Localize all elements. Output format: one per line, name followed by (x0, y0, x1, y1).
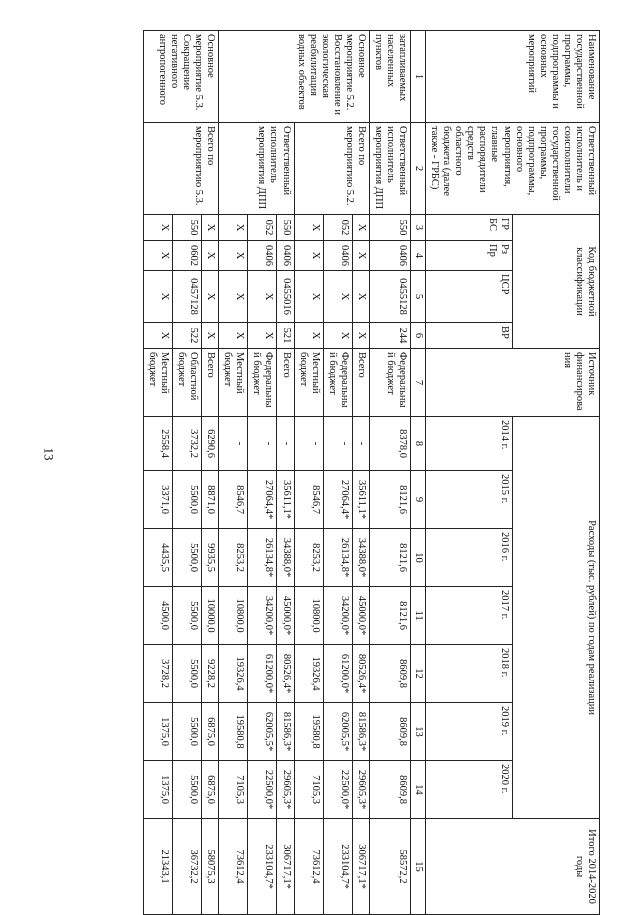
vr-cell: X (219, 323, 248, 349)
vr-cell: X (294, 323, 323, 349)
year-value-cell: 8546,7 (294, 471, 323, 529)
column-number: 3 (411, 215, 426, 241)
source-cell: Местный бюджет (294, 349, 323, 417)
csr-cell: X (352, 271, 369, 323)
program-name-cell: Основное мероприятие 5.2. Восстановление и экологическая реабилитация водных объектов (219, 31, 370, 123)
total-cell: 21343,1 (143, 819, 172, 915)
csr-cell: 0455016 (277, 271, 294, 323)
header-code-group: Код бюджетной классификации (513, 215, 600, 349)
column-number: 9 (411, 471, 426, 529)
year-value-cell: 81586,3* (352, 703, 369, 761)
budget-table (143, 30, 600, 915)
vr-cell: X (352, 323, 369, 349)
header-year: 2016 г. (426, 529, 513, 587)
header-total: Итого 2014-2020 годы (426, 819, 600, 915)
responsible-cell: Ответственный исполнитель мероприятия ДПП (369, 123, 410, 215)
year-value-cell: 62005,5* (323, 703, 352, 761)
table-row (352, 31, 369, 915)
page-number: 13 (41, 447, 57, 461)
rzpr-cell: 0406 (323, 241, 352, 271)
year-value-cell: 8609,8 (369, 645, 410, 703)
header-responsible: Ответственный исполнитель и соисполнители государственной программы, подпрограммы, основного мероприятия, главные распорядители средств областного бюджета (далее также - ГРБС) (426, 123, 600, 215)
source-cell: Местный бюджет (143, 349, 172, 417)
year-value-cell: 61200,0* (248, 645, 277, 703)
csr-cell: 0457128 (173, 271, 202, 323)
column-number: 12 (411, 645, 426, 703)
vr-cell: 521 (277, 323, 294, 349)
total-cell: 233104,7* (323, 819, 352, 915)
total-cell: 58572,2 (369, 819, 410, 915)
year-value-cell: - (294, 417, 323, 471)
total-cell: 306717,1* (352, 819, 369, 915)
program-name-cell: затапливаемых населенных пунктов (369, 31, 410, 123)
header-row-1 (513, 31, 600, 915)
vr-cell: X (202, 323, 219, 349)
year-value-cell: 2558,4 (143, 417, 172, 471)
year-value-cell: 4435,5 (143, 529, 172, 587)
column-number: 13 (411, 703, 426, 761)
year-value-cell: 3728,2 (143, 645, 172, 703)
grbs-cell: X (143, 215, 172, 241)
year-value-cell: 8121,6 (369, 471, 410, 529)
year-value-cell: - (323, 417, 352, 471)
rzpr-cell: X (219, 241, 248, 271)
source-cell: Федеральный бюджет (323, 349, 352, 417)
year-value-cell: 6875,0 (202, 761, 219, 819)
year-value-cell: 1375,0 (143, 703, 172, 761)
year-value-cell: 8609,8 (369, 761, 410, 819)
header-year: 2020 г. (426, 761, 513, 819)
year-value-cell: 61200,0* (323, 645, 352, 703)
column-number: 8 (411, 417, 426, 471)
grbs-cell: 550 (277, 215, 294, 241)
year-value-cell: 35611,1* (277, 471, 294, 529)
year-value-cell: 34200,0* (323, 587, 352, 645)
rzpr-cell: 0406 (277, 241, 294, 271)
year-value-cell: 45000,0* (277, 587, 294, 645)
year-value-cell: 80526,4* (277, 645, 294, 703)
grbs-cell: 550 (173, 215, 202, 241)
year-value-cell: 26134,8* (248, 529, 277, 587)
year-value-cell: 19580,8 (219, 703, 248, 761)
year-value-cell: 6875,0 (202, 703, 219, 761)
total-cell: 36732,2 (173, 819, 202, 915)
grbs-cell: 052 (323, 215, 352, 241)
year-value-cell: 27064,4* (248, 471, 277, 529)
year-value-cell: 45000,0* (352, 587, 369, 645)
column-number: 11 (411, 587, 426, 645)
header-year: 2019 г. (426, 703, 513, 761)
year-value-cell: 10000,0 (202, 587, 219, 645)
year-value-cell: 3732,2 (173, 417, 202, 471)
grbs-cell: X (294, 215, 323, 241)
vr-cell: X (143, 323, 172, 349)
header-year: 2018 г. (426, 645, 513, 703)
rzpr-cell: 0406 (248, 241, 277, 271)
year-value-cell: 6290,6 (202, 417, 219, 471)
program-name-cell: Основное мероприятие 5.3. Сокращение негативного антропогенного (143, 31, 218, 123)
csr-cell: X (323, 271, 352, 323)
year-value-cell: 9228,2 (202, 645, 219, 703)
column-number: 1 (411, 31, 426, 123)
total-cell: 73612,4 (219, 819, 248, 915)
column-number: 7 (411, 349, 426, 417)
header-source: Источник финансирования (426, 349, 600, 417)
grbs-cell: 550 (369, 215, 410, 241)
column-number: 14 (411, 761, 426, 819)
year-value-cell: 4500,0 (143, 587, 172, 645)
year-value-cell: 8253,2 (294, 529, 323, 587)
year-value-cell: 8871,0 (202, 471, 219, 529)
header-csr: ЦСР (426, 271, 513, 323)
column-number-row (411, 31, 426, 915)
table-row (202, 31, 219, 915)
rzpr-cell: X (352, 241, 369, 271)
table-row (369, 31, 410, 915)
vr-cell: 522 (173, 323, 202, 349)
year-value-cell: 10800,0 (294, 587, 323, 645)
year-value-cell: 22500,0* (323, 761, 352, 819)
grbs-cell: 052 (248, 215, 277, 241)
column-number: 15 (411, 819, 426, 915)
source-cell: Местный бюджет (219, 349, 248, 417)
year-value-cell: 7105,3 (219, 761, 248, 819)
csr-cell: X (202, 271, 219, 323)
year-value-cell: 8546,7 (219, 471, 248, 529)
year-value-cell: 19326,4 (294, 645, 323, 703)
year-value-cell: 5500,0 (173, 529, 202, 587)
year-value-cell: 5500,0 (173, 645, 202, 703)
column-number: 4 (411, 241, 426, 271)
header-year: 2017 г. (426, 587, 513, 645)
rzpr-cell: X (294, 241, 323, 271)
grbs-cell: X (202, 215, 219, 241)
year-value-cell: 8121,6 (369, 587, 410, 645)
rotated-table-wrapper (143, 30, 600, 915)
year-value-cell: 8121,6 (369, 529, 410, 587)
column-number: 6 (411, 323, 426, 349)
total-cell: 306717,1* (277, 819, 294, 915)
header-name: Наименование государственной программы, подпрограммы и основных мероприятий (426, 31, 600, 123)
source-cell: Федеральный бюджет (369, 349, 410, 417)
header-year: 2015 г. (426, 471, 513, 529)
year-value-cell: 80526,4* (352, 645, 369, 703)
vr-cell: X (323, 323, 352, 349)
csr-cell: X (143, 271, 172, 323)
year-value-cell: 5500,0 (173, 703, 202, 761)
year-value-cell: 5500,0 (173, 761, 202, 819)
year-value-cell: 3371,0 (143, 471, 172, 529)
csr-cell: 0455128 (369, 271, 410, 323)
year-value-cell: 7105,3 (294, 761, 323, 819)
year-value-cell: 8378,0 (369, 417, 410, 471)
source-cell: Всего (202, 349, 219, 417)
csr-cell: X (248, 271, 277, 323)
year-value-cell: 1375,0 (143, 761, 172, 819)
year-value-cell: 8253,2 (219, 529, 248, 587)
year-value-cell: - (219, 417, 248, 471)
year-value-cell: 34200,0* (248, 587, 277, 645)
csr-cell: X (219, 271, 248, 323)
year-value-cell: 19326,4 (219, 645, 248, 703)
year-value-cell: 34388,0* (277, 529, 294, 587)
year-value-cell: 26134,8* (323, 529, 352, 587)
grbs-cell: X (219, 215, 248, 241)
year-value-cell: 5500,0 (173, 471, 202, 529)
column-number: 5 (411, 271, 426, 323)
total-cell: 58075,3 (202, 819, 219, 915)
rzpr-cell: X (143, 241, 172, 271)
year-value-cell: 9935,5 (202, 529, 219, 587)
grbs-cell: X (352, 215, 369, 241)
total-cell: 73612,4 (294, 819, 323, 915)
year-value-cell: 62005,5* (248, 703, 277, 761)
year-value-cell: 8609,8 (369, 703, 410, 761)
rzpr-cell: X (202, 241, 219, 271)
header-vr: ВР (426, 323, 513, 349)
header-grbs: ГР БС (426, 215, 513, 241)
source-cell: Федеральный бюджет (248, 349, 277, 417)
table-row (277, 31, 294, 915)
year-value-cell: 35611,1* (352, 471, 369, 529)
year-value-cell: 5500,0 (173, 587, 202, 645)
responsible-cell: Всего по мероприятию 5.3. (143, 123, 218, 215)
year-value-cell: 81586,3* (277, 703, 294, 761)
vr-cell: X (248, 323, 277, 349)
year-value-cell: 22500,0* (248, 761, 277, 819)
year-value-cell: - (277, 417, 294, 471)
year-value-cell: 19580,8 (294, 703, 323, 761)
header-year: 2014 г. (426, 417, 513, 471)
header-rzpr: Рз Пр (426, 241, 513, 271)
responsible-cell: Всего по мероприятию 5.2. (294, 123, 369, 215)
year-value-cell: - (248, 417, 277, 471)
year-value-cell: 29605,3* (277, 761, 294, 819)
total-cell: 233104,7* (248, 819, 277, 915)
column-number: 2 (411, 123, 426, 215)
rzpr-cell: 0406 (369, 241, 410, 271)
column-number: 10 (411, 529, 426, 587)
year-value-cell: 10800,0 (219, 587, 248, 645)
year-value-cell: 27064,4* (323, 471, 352, 529)
year-value-cell: 29605,3* (352, 761, 369, 819)
source-cell: Всего (352, 349, 369, 417)
source-cell: Всего (277, 349, 294, 417)
year-value-cell: 34388,0* (352, 529, 369, 587)
source-cell: Областной бюджет (173, 349, 202, 417)
header-expenses-group: Расходы (тыс. рублей) по годам реализации (513, 417, 600, 819)
responsible-cell: Ответственный исполнитель мероприятия ДПП (219, 123, 294, 215)
vr-cell: 244 (369, 323, 410, 349)
csr-cell: X (294, 271, 323, 323)
rzpr-cell: 0602 (173, 241, 202, 271)
year-value-cell: - (352, 417, 369, 471)
